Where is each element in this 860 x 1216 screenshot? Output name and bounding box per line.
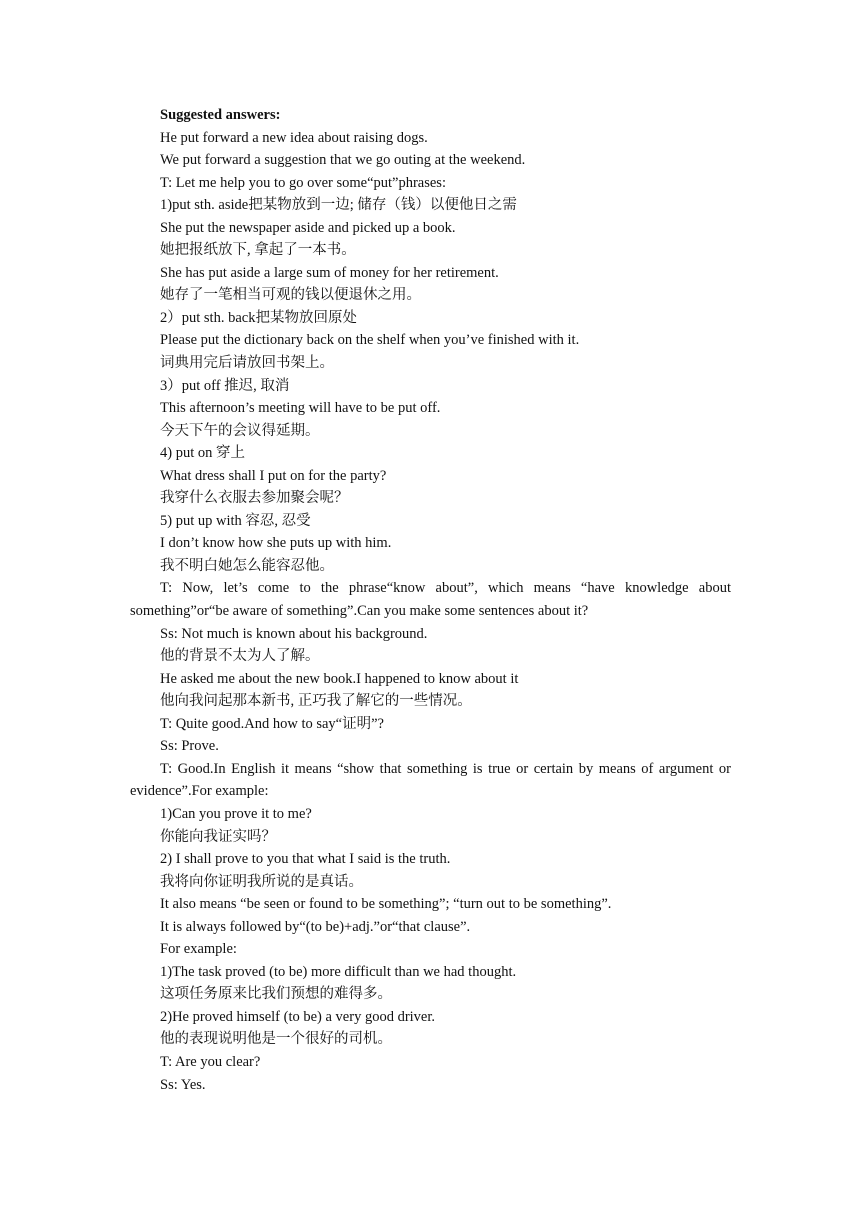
text-line: 5) put up with 容忍, 忍受: [160, 512, 311, 529]
text-line: 他的表现说明他是一个很好的司机。: [160, 1031, 392, 1048]
text-line: 2)He proved himself (to be) a very good driver.: [160, 1008, 436, 1025]
text-line: She has put aside a large sum of money for her retirement.: [160, 264, 499, 281]
section-heading: Suggested answers:: [160, 107, 281, 123]
text-line: 她把报纸放下, 拿起了一本书。: [160, 242, 356, 259]
text-line: 2）put sth. back把某物放回原处: [160, 309, 357, 326]
text-line: What dress shall I put on for the party?: [160, 467, 387, 484]
text-line: We put forward a suggestion that we go outing at the weekend.: [160, 152, 526, 169]
text-line: This afternoon’s meeting will have to be put off.: [160, 400, 441, 417]
text-line: 2) I shall prove to you that what I said is the truth.: [160, 851, 451, 868]
text-line: It also means “be seen or found to be something”; “turn out to be something”.: [160, 896, 612, 913]
text-line: Ss: Prove.: [160, 738, 219, 755]
text-line: 她存了一笔相当可观的钱以便退休之用。: [160, 287, 421, 304]
text-line: 他向我问起那本新书, 正巧我了解它的一些情况。: [160, 693, 472, 710]
text-line: Please put the dictionary back on the shelf when you’ve finished with it.: [160, 332, 580, 349]
text-line: She put the newspaper aside and picked up a book.: [160, 219, 456, 236]
text-line: Ss: Not much is known about his background.: [160, 625, 428, 642]
document-body: [130, 104, 731, 1096]
text-paragraph: T: Now, let’s come to the phrase“know about”, which means “have knowledge about something”or“be aware of something”.Can you make some sentences about it?: [130, 580, 731, 620]
text-line: It is always followed by“(to be)+adj.”or“that clause”.: [160, 918, 471, 935]
text-line: 今天下午的会议得延期。: [160, 422, 320, 439]
text-line: 1)The task proved (to be) more difficult than we had thought.: [160, 963, 517, 980]
text-line: T: Let me help you to go over some“put”phrases:: [160, 174, 446, 191]
text-line: 你能向我证实吗？: [160, 828, 276, 845]
text-line: 1)Can you prove it to me?: [160, 805, 312, 822]
text-line: Ss: Yes.: [160, 1076, 206, 1093]
text-line: For example:: [160, 941, 237, 958]
text-line: He asked me about the new book.I happened to know about it: [160, 670, 519, 687]
text-line: 1)put sth. aside把某物放到一边; 储存（钱）以便他日之需: [160, 197, 517, 214]
text-line: He put forward a new idea about raising dogs.: [160, 129, 428, 146]
text-line: 3）put off 推迟, 取消: [160, 377, 290, 394]
text-line: 他的背景不太为人了解。: [160, 648, 320, 665]
text-line: I don’t know how she puts up with him.: [160, 535, 392, 552]
text-line: 我穿什么衣服去参加聚会呢？: [160, 490, 349, 507]
text-line: 这项任务原来比我们预想的难得多。: [160, 986, 392, 1003]
text-line: T: Are you clear?: [160, 1053, 261, 1070]
text-line: 词典用完后请放回书架上。: [160, 355, 334, 372]
text-line: 我不明白她怎么能容忍他。: [160, 557, 334, 574]
text-line: 4) put on 穿上: [160, 445, 245, 462]
text-line: 我将向你证明我所说的是真话。: [160, 873, 363, 890]
text-paragraph: T: Good.In English it means “show that something is true or certain by means of argument or evidence”.For example:: [130, 760, 731, 800]
text-line: T: Quite good.And how to say“证明”?: [160, 715, 384, 732]
